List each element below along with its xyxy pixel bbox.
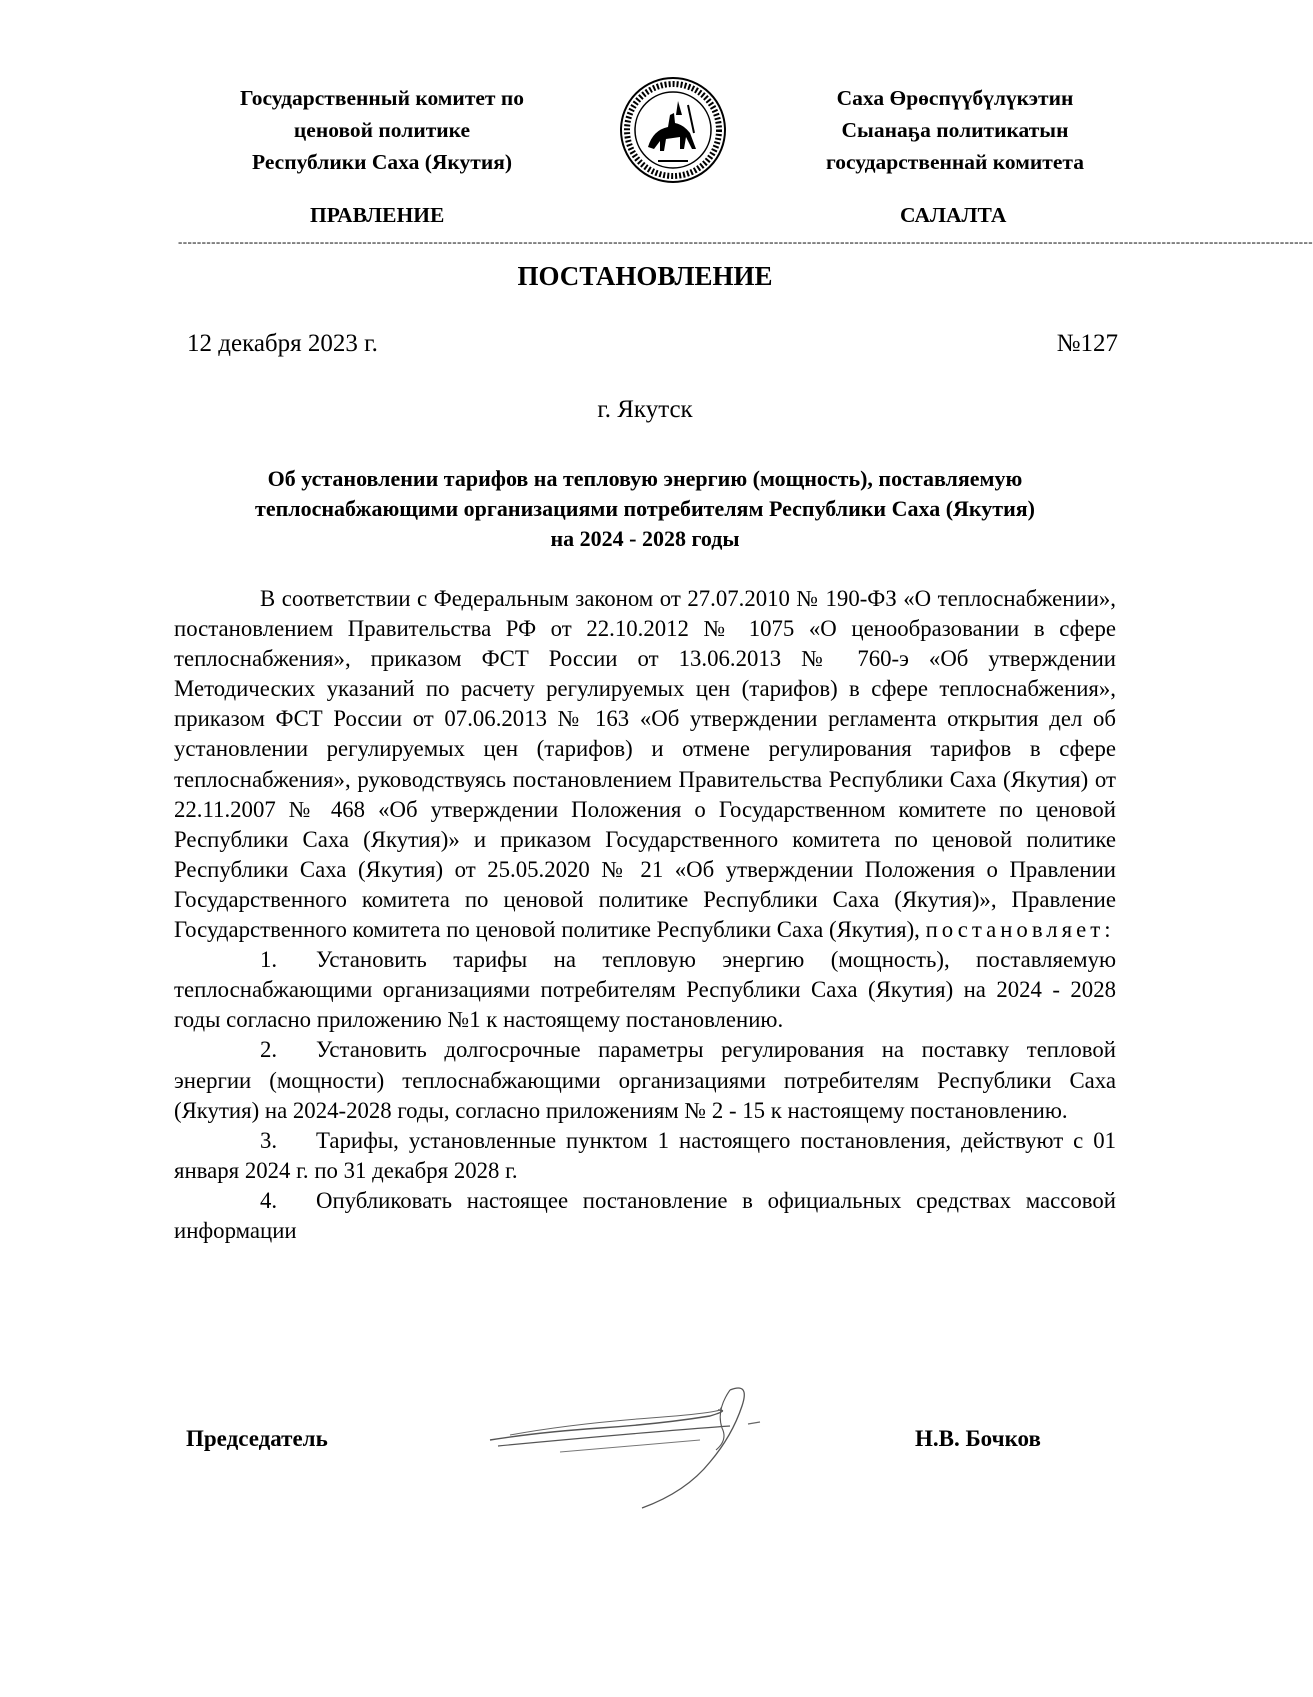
- subject-line: теплоснабжающими организациями потребителям Республики Саха (Якутия): [255, 496, 1035, 521]
- header-left-line: Республики Саха (Якутия): [252, 150, 512, 174]
- item-text: Установить тарифы на тепловую энергию (мощность), поставляемую теплоснабжающими организациями потребителям Республики Саха (Якутия) на 2024 - 2028 годы согласно приложению №1 к настоящему постановлению.: [174, 947, 1116, 1033]
- board-title-ru: ПРАВЛЕНИЕ: [310, 203, 445, 227]
- item-number: 2.: [260, 1037, 278, 1063]
- preamble-text: В соответствии с Федеральным законом от 27.07.2010 № 190-ФЗ «О теплоснабжении», постановлением Правительства РФ от 22.10.2012 № 1075 «О ценообразовании в сфере теплоснабжения», приказом ФСТ России от 13.06.2013 № 760-э «Об утверждении Методических указаний по расчету регулируемых цен (тарифов) в сфере теплоснабжения», приказом ФСТ России от 07.06.2013 № 163 «Об утверждении регламента открытия дел об установлении регулируемых цен (тарифов) и отмене регулирования тарифов в сфере теплоснабжения», руководствуясь постановлением Правительства Республики Саха (Якутия) от 22.11.2007 № 468 «Об утверждении Положения о Государственном комитете по ценовой Республики Саха (Якутия)» и приказом Государственного комитета по ценовой политике Республики Саха (Якутия) от 25.05.2020 № 21 «Об утверждении Положения о Правлении Государственного комитета по ценовой политике Республики Саха (Якутия)», Правление Государственного комитета по ценовой политике Республики Саха (Якутия),: [174, 586, 1116, 943]
- header-left-line: ценовой политике: [293, 118, 471, 142]
- subject-line: на 2024 - 2028 годы: [550, 526, 740, 551]
- item-number: 1.: [260, 947, 278, 973]
- header-left-line: Государственный комитет по: [239, 86, 524, 110]
- subject-line: Об установлении тарифов на тепловую энергию (мощность), поставляемую: [267, 466, 1023, 491]
- header-right-line: государственнай комитета: [826, 150, 1084, 174]
- item-text: Тарифы, установленные пунктом 1 настоящего постановления, действуют с 01 января 2024 г. по 31 декабря 2028 г.: [174, 1127, 1116, 1183]
- header-right-org: [780, 82, 1130, 178]
- item-text: Опубликовать настоящее постановление в официальных средствах массовой информации: [174, 1187, 1116, 1243]
- document-subject: [180, 464, 1110, 554]
- list-item: [174, 1126, 1116, 1186]
- preamble-paragraph: [174, 584, 1116, 945]
- header-left-org: [194, 82, 570, 178]
- header-divider: ------------------------------------------------------------------------------------------------------------------------------------------------------------------------------------------------------------------------------------------------: [178, 234, 1313, 249]
- decree-word: постановляет:: [925, 917, 1115, 943]
- header-right-line: Сыанаҕа политикатын: [841, 118, 1069, 142]
- handwritten-signature: [480, 1380, 800, 1510]
- document-number: №127: [1056, 330, 1118, 357]
- document-type-title: ПОСТАНОВЛЕНИЕ: [517, 261, 773, 291]
- coat-of-arms-emblem-icon: [618, 75, 728, 185]
- document-date: 12 декабря 2023 г.: [187, 330, 378, 357]
- document-body: [174, 584, 1116, 1246]
- board-title-sakha: САЛАЛТА: [900, 203, 1007, 227]
- header-right-line: Саха Өрөспүүбүлүкэтин: [836, 86, 1074, 110]
- item-text: Установить долгосрочные параметры регулирования на поставку тепловой энергии (мощности) теплоснабжающими организациями потребителям Республики Саха (Якутия) на 2024-2028 годы, согласно приложениям № 2 - 15 к настоящему постановлению.: [174, 1037, 1116, 1123]
- item-number: 3.: [260, 1127, 278, 1153]
- list-item: [174, 945, 1116, 1035]
- document-city: г. Якутск: [597, 396, 693, 423]
- signer-name: Н.В. Бочков: [915, 1426, 1041, 1451]
- list-item: [174, 1186, 1116, 1246]
- signer-position: Председатель: [186, 1426, 328, 1451]
- list-item: [174, 1035, 1116, 1125]
- item-number: 4.: [260, 1187, 278, 1213]
